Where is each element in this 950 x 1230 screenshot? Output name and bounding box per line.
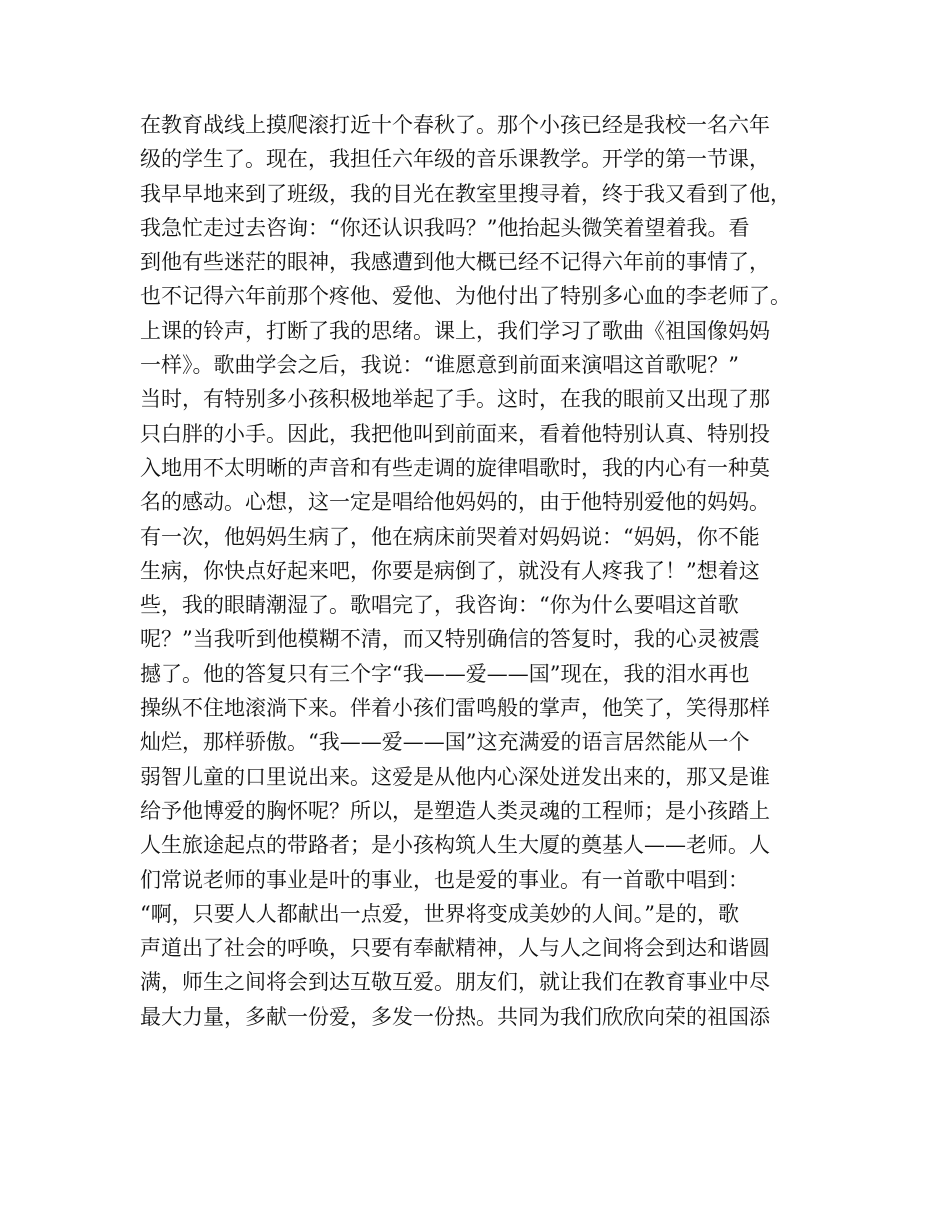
text-line: 声道出了社会的呼唤，只要有奉献精神，人与人之间将会到达和谐圆 (140, 936, 770, 961)
text-line: 当时，有特别多小孩积极地举起了手。这时，在我的眼前又出现了那 (140, 387, 770, 412)
body-text (140, 108, 830, 1034)
text-line: 到他有些迷茫的眼神，我感遭到他大概已经不记得六年前的事情了， (140, 250, 770, 275)
text-line: 呢？”当我听到他模糊不清，而又特别确信的答复时，我的心灵被震 (140, 627, 760, 652)
text-line: 人生旅途起点的带路者；是小孩构筑人生大厦的奠基人——老师。人 (140, 833, 770, 858)
text-line: 也不记得六年前那个疼他、爱他、为他付出了特别多心血的李老师了。 (140, 284, 791, 309)
text-line: 在教育战线上摸爬滚打近十个春秋了。那个小孩已经是我校一名六年 (140, 113, 770, 137)
text-line: 一样》。歌曲学会之后，我说：“谁愿意到前面来演唱这首歌呢？” (140, 353, 739, 378)
text-line: 名的感动。心想，这一定是唱给他妈妈的，由于他特别爱他的妈妈。 (140, 490, 770, 515)
text-line: 给予他博爱的胸怀呢？所以，是塑造人类灵魂的工程师；是小孩踏上 (140, 798, 770, 823)
text-line: 生病，你快点好起来吧，你要是病倒了，就没有人疼我了！”想着这 (140, 558, 760, 583)
text-line: “啊，只要人人都献出一点爱，世界将变成美妙的人间。”是的，歌 (140, 901, 739, 926)
text-line: 操纵不住地滚淌下来。伴着小孩们雷鸣般的掌声，他笑了，笑得那样 (140, 696, 770, 721)
text-line: 弱智儿童的口里说出来。这爱是从他内心深处迸发出来的，那又是谁 (140, 764, 770, 789)
text-line: 级的学生了。现在，我担任六年级的音乐课教学。开学的第一节课， (140, 147, 770, 172)
text-line: 有一次，他妈妈生病了，他在病床前哭着对妈妈说：“妈妈，你不能 (140, 524, 760, 549)
text-line: 我急忙走过去咨询：“你还认识我吗？”他抬起头微笑着望着我。看 (140, 215, 750, 240)
text-line: 们常说老师的事业是叶的事业，也是爱的事业。有一首歌中唱到： (140, 867, 749, 892)
text-line: 上课的铃声，打断了我的思绪。课上，我们学习了歌曲《祖国像妈妈 (140, 318, 770, 343)
text-line: 我早早地来到了班级，我的目光在教室里搜寻着，终于我又看到了他， (140, 181, 791, 206)
text-line: 只白胖的小手。因此，我把他叫到前面来，看着他特别认真、特别投 (140, 421, 770, 446)
text-line: 灿烂，那样骄傲。“我——爱——国”这充满爱的语言居然能从一个 (140, 730, 750, 755)
text-line: 入地用不太明晰的声音和有些走调的旋律唱歌时，我的内心有一种莫 (140, 455, 770, 480)
text-line: 最大力量，多献一份爱，多发一份热。共同为我们欣欣向荣的祖国添 (140, 1004, 770, 1029)
text-line: 些，我的眼睛潮湿了。歌唱完了，我咨询：“你为什么要唱这首歌 (140, 593, 739, 618)
text-line: 满，师生之间将会到达互敬互爱。朋友们，就让我们在教育事业中尽 (140, 970, 770, 995)
text-line: 撼了。他的答复只有三个字“我——爱——国”现在，我的泪水再也 (140, 661, 750, 686)
